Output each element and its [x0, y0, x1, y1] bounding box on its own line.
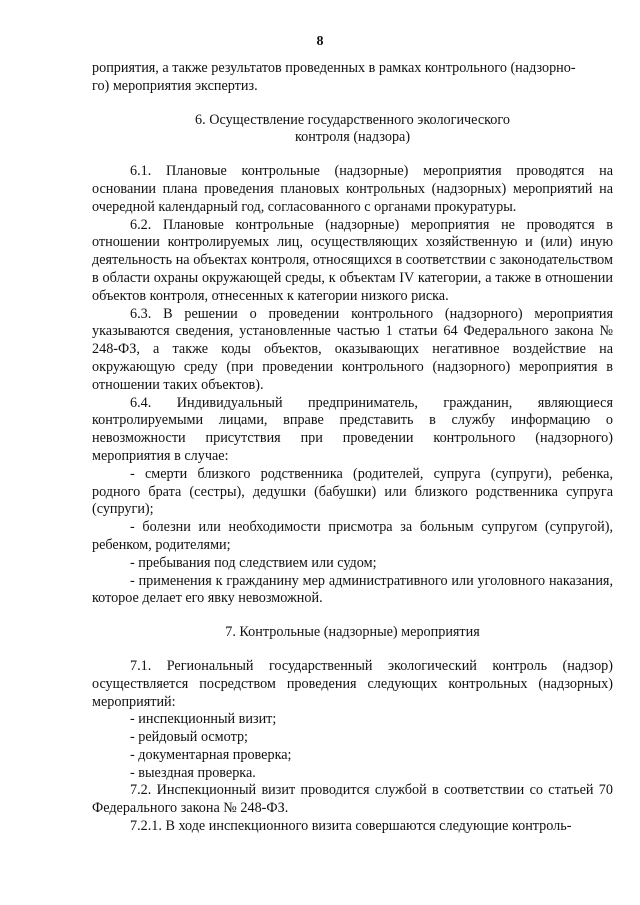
paragraph-6-3: 6.3. В решении о проведении контрольного (надзорного) мероприятия указываются сведения, установленные частью 1 статьи 64 Федерального закона № 248-ФЗ, а также коды объектов, оказывающих негативное воздействие на окружающую среду (при проведении контрольного (надзорного) мероприятия в отношении таких объектов).: [92, 305, 613, 393]
section-6-title-line-2: контроля (надзора): [294, 129, 411, 146]
list-item: - болезни или необходимости присмотра за больным супругом (супругой), ребенком, родителями;: [92, 519, 613, 553]
list-item: - документарная проверка;: [130, 746, 292, 763]
list-item: - пребывания под следствием или судом;: [130, 554, 377, 571]
page-number: 8: [316, 34, 324, 49]
document-body: [92, 60, 613, 836]
paragraph-6-2: 6.2. Плановые контрольные (надзорные) мероприятия не проводятся в отношении контролируемых лиц, осуществляющих хозяйственную и (или) иную деятельность на объектах контроля, относящихся в соответствии с законодательством в области охраны окружающей среды, к объектам IV категории, а также в отношении объектов контроля, отнесенных к категории низкого риска.: [92, 216, 613, 304]
list-item: - выездная проверка.: [130, 764, 256, 781]
list-item: - рейдовый осмотр;: [130, 729, 248, 746]
section-6-title-line-1: 6. Осуществление государственного экологического: [195, 111, 510, 128]
paragraph-7-2-1: 7.2.1. В ходе инспекционного визита совершаются следующие контроль-: [130, 818, 572, 835]
paragraph-6-1: 6.1. Плановые контрольные (надзорные) мероприятия проводятся на основании плана проведения плановых контрольных (надзорных) мероприятий на очередной календарный год, согласованного с органами прокуратуры.: [92, 163, 613, 215]
paragraph-6-4: 6.4. Индивидуальный предприниматель, гражданин, являющиеся контролируемыми лицами, вправе представить в службу информацию о невозможности присутствия при проведении контрольного (надзорного) мероприятия в случае:: [92, 394, 613, 464]
section-7-title: 7. Контрольные (надзорные) мероприятия: [225, 624, 480, 641]
list-item: - смерти близкого родственника (родителей, супруга (супруги), ребенка, родного брата (сестры), дедушки (бабушки) или близкого родственника супруга (супруги);: [92, 465, 613, 518]
intro-line-2: го) мероприятия экспертиз.: [92, 77, 258, 94]
list-item: - применения к гражданину мер административного или уголовного наказания, которое делает его явку невозможной.: [92, 572, 613, 607]
intro-line-1: роприятия, а также результатов проведенных в рамках контрольного (надзорно-: [92, 60, 576, 76]
list-item: - инспекционный визит;: [130, 711, 277, 728]
paragraph-7-2: 7.2. Инспекционный визит проводится службой в соответствии со статьей 70 Федерального закона № 248-ФЗ.: [92, 782, 613, 817]
paragraph-7-1: 7.1. Региональный государственный экологический контроль (надзор) осуществляется посредством проведения следующих контрольных (надзорных) мероприятий:: [92, 657, 613, 710]
